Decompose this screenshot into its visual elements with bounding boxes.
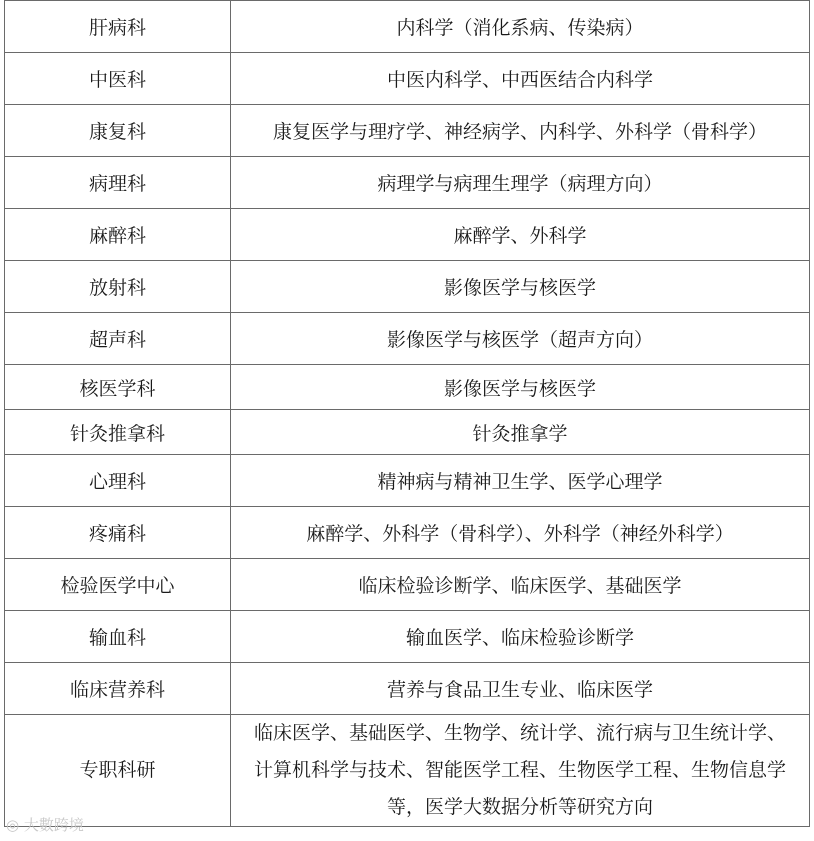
table-row [5, 663, 810, 715]
table-row [5, 507, 810, 559]
department-cell: 疼痛科 [5, 507, 231, 559]
department-cell: 病理科 [5, 157, 231, 209]
department-cell: 中医科 [5, 53, 231, 105]
majors-cell: 针灸推拿学 [231, 410, 810, 455]
table-row [5, 105, 810, 157]
department-cell: 放射科 [5, 261, 231, 313]
table-row [5, 1, 810, 53]
majors-cell: 影像医学与核医学 [231, 261, 810, 313]
table-row [5, 365, 810, 410]
majors-cell: 内科学（消化系病、传染病） [231, 1, 810, 53]
majors-cell: 麻醉学、外科学 [231, 209, 810, 261]
majors-cell: 营养与食品卫生专业、临床医学 [231, 663, 810, 715]
majors-cell: 输血医学、临床检验诊断学 [231, 611, 810, 663]
table-row [5, 559, 810, 611]
table-row [5, 261, 810, 313]
department-cell: 麻醉科 [5, 209, 231, 261]
department-cell: 康复科 [5, 105, 231, 157]
majors-cell: 影像医学与核医学（超声方向） [231, 313, 810, 365]
majors-cell [231, 715, 810, 827]
majors-cell: 精神病与精神卫生学、医学心理学 [231, 455, 810, 507]
majors-cell: 病理学与病理生理学（病理方向） [231, 157, 810, 209]
table-row [5, 313, 810, 365]
majors-line: 等，医学大数据分析等研究方向 [386, 796, 653, 818]
majors-cell: 康复医学与理疗学、神经病学、内科学、外科学（骨科学） [231, 105, 810, 157]
watermark-logo-icon: ◎ [6, 816, 20, 834]
department-cell: 专职科研 [5, 715, 231, 827]
department-cell: 心理科 [5, 455, 231, 507]
table-row [5, 157, 810, 209]
table-row [5, 715, 810, 827]
watermark-text: 大數跨境 [23, 816, 84, 834]
department-majors-table [4, 0, 810, 827]
table-row [5, 410, 810, 455]
majors-cell: 影像医学与核医学 [231, 365, 810, 410]
department-cell: 针灸推拿科 [5, 410, 231, 455]
majors-cell: 中医内科学、中西医结合内科学 [231, 53, 810, 105]
table-row [5, 611, 810, 663]
majors-line: 计算机科学与技术、智能医学工程、生物医学工程、生物信息学 [253, 759, 786, 781]
majors-cell: 临床检验诊断学、临床医学、基础医学 [231, 559, 810, 611]
department-cell: 核医学科 [5, 365, 231, 410]
table-row [5, 455, 810, 507]
watermark [6, 814, 84, 835]
department-cell: 检验医学中心 [5, 559, 231, 611]
department-cell: 输血科 [5, 611, 231, 663]
department-cell: 超声科 [5, 313, 231, 365]
table-row [5, 53, 810, 105]
department-cell: 肝病科 [5, 1, 231, 53]
majors-cell: 麻醉学、外科学（骨科学）、外科学（神经外科学） [231, 507, 810, 559]
department-cell: 临床营养科 [5, 663, 231, 715]
table-row [5, 209, 810, 261]
majors-line: 临床医学、基础医学、生物学、统计学、流行病与卫生统计学、 [253, 722, 786, 744]
